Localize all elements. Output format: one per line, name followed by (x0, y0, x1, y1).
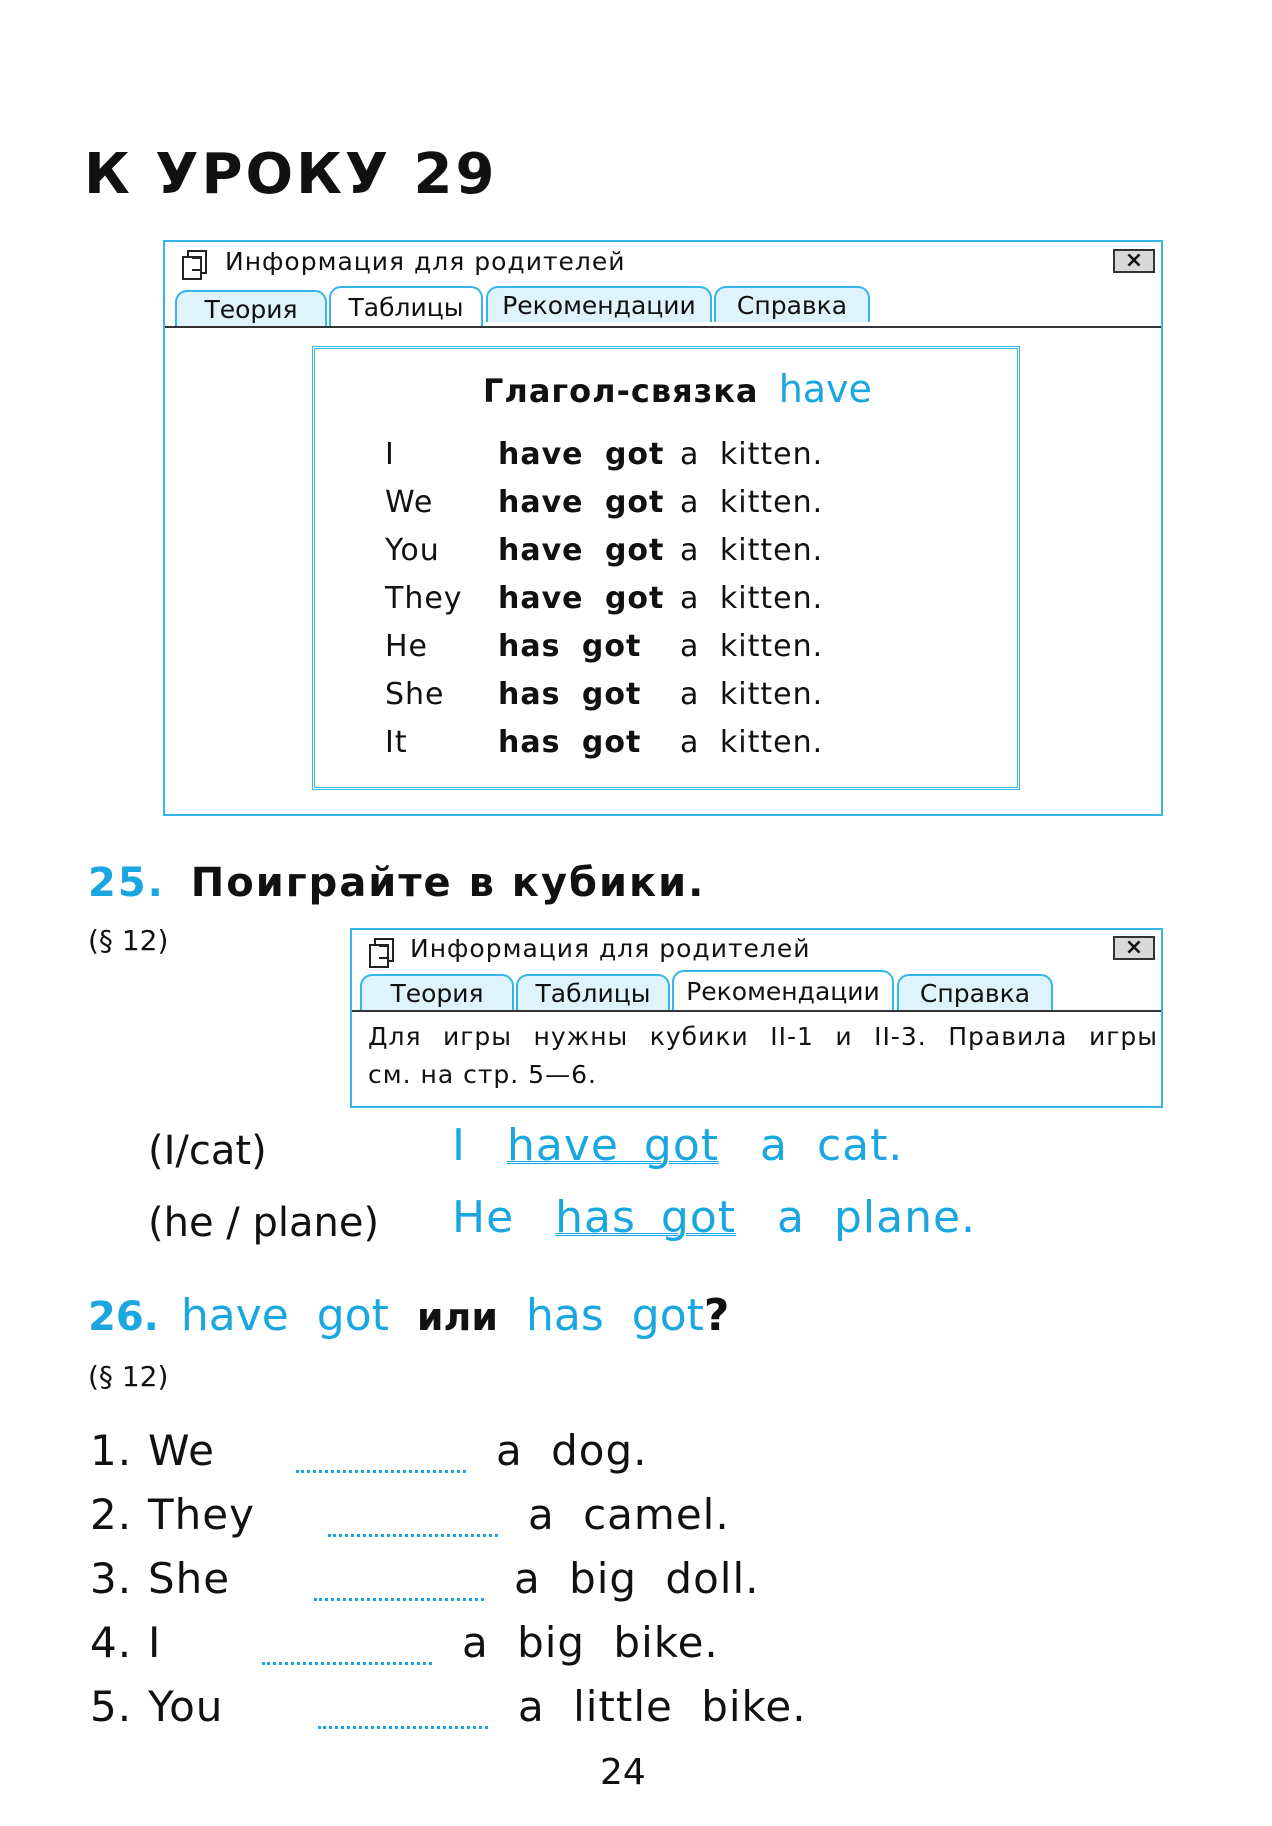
row-verb: has got (498, 677, 642, 712)
row-object: a kitten. (680, 485, 824, 520)
row-verb: have got (498, 437, 665, 472)
answer-object: a cat. (760, 1120, 904, 1171)
row-verb: has got (498, 725, 642, 760)
close-button[interactable]: × (1113, 249, 1155, 273)
row-object: a kitten. (680, 437, 824, 472)
example-2-answer (452, 1192, 976, 1243)
row-object: a kitten. (680, 581, 824, 616)
row-verb: have got (498, 581, 665, 616)
tab-recommendations[interactable]: Рекомендации (486, 286, 712, 322)
row-subject: He (385, 629, 429, 664)
row-verb: has got (498, 629, 642, 664)
task-subject: I (148, 1618, 162, 1667)
task-rest: a big bike. (462, 1618, 719, 1667)
example-2-cue: (he / plane) (148, 1200, 380, 1246)
window-title: Информация для родителей (225, 247, 626, 276)
tab-theory[interactable]: Теория (175, 290, 327, 326)
conjugation-row (315, 485, 1015, 529)
tab-reference[interactable]: Справка (714, 286, 870, 322)
task-rest: a big doll. (514, 1554, 760, 1603)
task-subject: They (148, 1490, 255, 1539)
task-number: 2. (90, 1490, 133, 1539)
task-subject: She (148, 1554, 231, 1603)
exercise-26-heading (88, 1290, 729, 1341)
task-item (90, 1426, 990, 1480)
row-subject: They (385, 581, 463, 616)
recommendation-line-2: см. на стр. 5—6. (368, 1060, 597, 1089)
conjugation-row (315, 581, 1015, 625)
tab-baseline (165, 326, 1161, 328)
task-rest: a little bike. (518, 1682, 807, 1731)
conjugation-row (315, 533, 1015, 577)
row-object: a kitten. (680, 629, 824, 664)
conjugation-row (315, 677, 1015, 721)
lesson-title: К УРОКУ 29 (84, 142, 498, 207)
task-number: 4. (90, 1618, 133, 1667)
window-title-bar (352, 930, 1161, 968)
page-number: 24 (600, 1752, 646, 1793)
tab-baseline (352, 1010, 1161, 1012)
task-item (90, 1554, 990, 1608)
row-subject: It (385, 725, 408, 760)
option-has-got: has got (526, 1290, 704, 1341)
conjugation-row (315, 437, 1015, 481)
answer-blank[interactable] (296, 1470, 466, 1473)
task-item (90, 1490, 990, 1544)
row-verb: have got (498, 533, 665, 568)
window-title-bar (165, 242, 1161, 280)
answer-blank[interactable] (262, 1662, 432, 1665)
heading-word: have (778, 367, 872, 411)
answer-subject: He (452, 1192, 515, 1243)
example-1-answer (452, 1120, 903, 1171)
exercise-25-heading (88, 860, 705, 906)
row-subject: We (385, 485, 434, 520)
tab-tables[interactable]: Таблицы (516, 974, 670, 1010)
exercise-26-paragraph: (§ 12) (88, 1360, 169, 1393)
option-have-got: have got (180, 1290, 389, 1341)
question-mark: ? (703, 1290, 730, 1341)
task-subject: We (148, 1426, 215, 1475)
window-title: Информация для родителей (410, 934, 811, 963)
task-number: 3. (90, 1554, 133, 1603)
row-object: a kitten. (680, 677, 824, 712)
task-item (90, 1618, 990, 1672)
row-subject: She (385, 677, 445, 712)
conjugation-row (315, 629, 1015, 673)
recommendation-text (368, 1018, 1158, 1094)
row-verb: have got (498, 485, 665, 520)
exercise-26-number: 26. (88, 1294, 159, 1340)
exercise-25-paragraph: (§ 12) (88, 924, 169, 957)
row-object: a kitten. (680, 533, 824, 568)
row-subject: I (385, 437, 395, 472)
answer-verb: have got (506, 1120, 720, 1171)
task-item (90, 1682, 990, 1736)
tab-reference[interactable]: Справка (897, 974, 1053, 1010)
answer-verb: has got (555, 1192, 737, 1243)
heading-prefix: Глагол-связка (483, 372, 759, 410)
close-button[interactable]: × (1113, 936, 1155, 960)
exercise-25-title: Поиграйте в кубики. (190, 860, 706, 906)
task-number: 1. (90, 1426, 133, 1475)
exercise-25-number: 25. (88, 860, 165, 906)
info-window-recommendation (350, 928, 1163, 1108)
tab-recommendations[interactable]: Рекомендации (672, 970, 894, 1010)
answer-object: a plane. (777, 1192, 977, 1243)
document-icon (187, 250, 207, 274)
document-icon (374, 938, 394, 962)
tab-tables[interactable]: Таблицы (329, 286, 483, 326)
conjugation-row (315, 725, 1015, 769)
task-number: 5. (90, 1682, 133, 1731)
answer-blank[interactable] (318, 1726, 488, 1729)
table-heading (483, 367, 872, 411)
recommendation-line-1: Для игры нужны кубики II-1 и II-3. Правила игры (368, 1022, 1158, 1051)
answer-blank[interactable] (314, 1598, 484, 1601)
answer-subject: I (452, 1120, 466, 1171)
task-subject: You (148, 1682, 224, 1731)
info-window-grammar (163, 240, 1163, 816)
answer-blank[interactable] (328, 1534, 498, 1537)
conjunction: или (416, 1295, 498, 1339)
row-object: a kitten. (680, 725, 824, 760)
row-subject: You (385, 533, 440, 568)
example-1-cue: (I/cat) (148, 1128, 267, 1174)
task-rest: a dog. (496, 1426, 648, 1475)
tab-theory[interactable]: Теория (360, 974, 514, 1010)
conjugation-table (312, 346, 1020, 790)
task-rest: a camel. (528, 1490, 730, 1539)
